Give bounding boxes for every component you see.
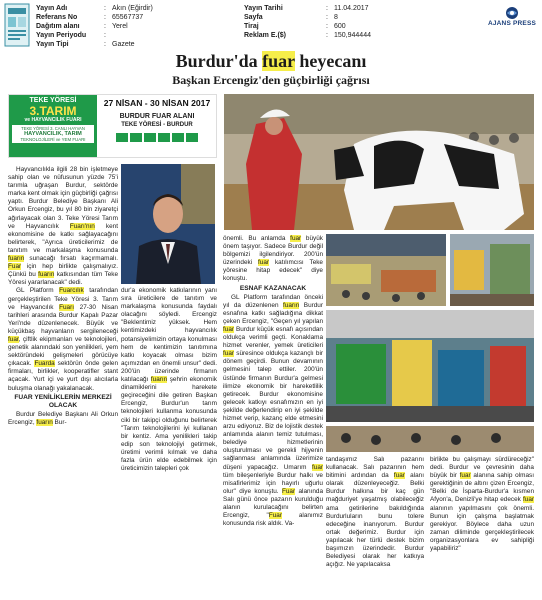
- headline-text-end: heyecanı: [294, 51, 367, 71]
- meta-value: Akın (Eğirdir): [112, 5, 153, 12]
- banner-title: TEKE YÖRESİ: [29, 97, 77, 104]
- meta-left: [36, 4, 153, 49]
- meta-row: Referans No : 65567737: [36, 14, 144, 21]
- meta-value: 8: [334, 14, 338, 21]
- keyword-highlight: fuarın: [38, 271, 55, 279]
- article-column-4: [326, 456, 424, 596]
- sheep-icon: [130, 133, 142, 142]
- keyword-highlight: fuar: [522, 496, 534, 504]
- banner-big: 3.TARIM: [29, 104, 77, 118]
- meta-value: 65567737: [112, 14, 144, 21]
- keyword-highlight: fuar: [393, 472, 405, 480]
- keyword-highlight: fuar: [311, 463, 323, 471]
- meta-key: Yayın Periyodu: [36, 32, 87, 39]
- meta-row: Reklam E.($) : 150,944444: [244, 32, 371, 39]
- meta-right: [244, 4, 371, 40]
- banner-sub: TEKNOLOJİLERİ ve YEM FUARI: [20, 137, 86, 142]
- fair-photo-visitors: [326, 426, 534, 452]
- banner-right-panel: [97, 95, 217, 157]
- meta-key: Sayfa: [244, 14, 263, 21]
- paragraph: GL Platform Fuarcılık tarafından gerçekleştirilen Teke Yöresi 3. Tarım ve Hayvancılık Fuarı 27-30 Nisan tarihleri arasında Burdur Kapalı Pazar Yeri'nde düzenlenecek. Büyük ve küçükbaş hayvanların sergileneceği fuar, çiftlik ekipmanları ve teknolojileri, genetik alanındaki son yenilikleri, yem sektöründeki gelişmeleri görücüye çıkacak. Fuarda sektörün önde gelen firmaları, birlikler, kooperatifler stant açacak. Yurt içi ve yurt dışı alıcılarla buluşma olanağı yakalanacak.: [8, 287, 118, 392]
- banner-sub: HAYVANCILIK, TARIM: [24, 131, 82, 137]
- paragraph: önemli. Bu anlamda fuar büyük önem taşıyor. Sadece Burdur değil bölgemizi ilgilendiriyor. 200'ün üzerindeki fuar katılımcısı Teke yöresine hitap edecek" diye konuştu.: [223, 235, 323, 283]
- meta-key: Yayın Tarihi: [244, 5, 283, 12]
- banner-dates: 27 NİSAN - 30 NİSAN 2017: [103, 98, 211, 108]
- paragraph: GL Platform tarafından önceki yıl da düzenlenen fuarın Burdur esnafına katkı sağladığına dikkat çeken Ercengiz, "Geçen yıl yapılan fuar Burdur küçük esnafı açısından oldukça verimli geçti. Konaklama hizmet verenler, yemek üreticileri fuar süresince oldukça kazançlı bir dönem geçirdi. Bunun devamının gelmesini talep ettiler. 200'ün üstünde firmanın Burdur'a gelmesi ilimize ekonomik bir hareketlilik getirecek. Burdur ekonomisine gelecek katkıyı esnafımızın en iyi şekilde değerlendirip en iyi şekilde hizmet verip, kazanç elde etmesini arzu ediyoruz. Biz de lojistik destek anlamında alanın temiz tutulması, belediye hizmetlerinin oluşturulması ve gerekli hijyenin sağlanması anlamında üzerimize düşeni yapacağız. Umarım fuar tüm bileşenleriyle Burdur halkı ve misafirlerimiz için hayırlı uğurlu olur" diye konuştu. Fuar alanında Salı günü önce pazarın kurulduğu alanın kurulacağını belirten Ercengiz, "Fuar alanımız konusunda risk aldık. Va-: [223, 293, 323, 528]
- article-column-1: [8, 166, 118, 596]
- keyword-highlight: Fuarcılık: [59, 287, 84, 295]
- paragraph: birlikte bu çalışmayı sürdüreceğiz" dedi. Burdur ve çevresinin daha büyük bir fuar alanına sahip olması gerektiğinin de altını çizen Ercengiz, "Belki de İsparta-Burdur'a kısmen Afyon'a, Denizli'ye hitap edecek fuar alanının yapılmasını çok önemli. Bunun için çalışma başlatmak gerekiyor. Böylece daha uzun zaman diliminde gerçekleştirilecek organizasyonlara ev sahipliği yapabiliriz": [430, 456, 534, 553]
- meta-value: 600: [334, 23, 346, 30]
- barn-icon: [186, 133, 198, 142]
- headline: [0, 50, 542, 72]
- meta-key: Yayın Tipi: [36, 41, 69, 48]
- banner-small: ve HAYVANCILIK FUARI: [24, 117, 82, 123]
- keyword-highlight: fuarın: [36, 418, 53, 426]
- keyword-highlight: Fuar: [281, 487, 296, 495]
- meta-row: Yayın Periyodu :: [36, 32, 106, 39]
- meta-value: Gazete: [112, 41, 135, 48]
- banner-left-panel: [9, 95, 97, 157]
- keyword-highlight: fuar: [223, 325, 235, 333]
- meta-value: 11.04.2017: [334, 5, 369, 12]
- keyword-highlight: fuarın: [150, 376, 168, 384]
- meta-value: 150,944444: [334, 32, 371, 39]
- article-column-2: [121, 287, 217, 597]
- globe-icon: [505, 6, 519, 20]
- meta-row: Yayın Tarihi : 11.04.2017: [244, 5, 369, 12]
- keyword-highlight: Fuarı: [59, 303, 74, 311]
- meta-key: Referans No: [36, 14, 78, 21]
- article-column-5: [430, 456, 534, 596]
- paragraph: tandaşımız Salı pazarını kullanacak. Salı pazarının hem bitimini ardından da fuar alanı olarak düzenleyeceğiz. Belki Burdur halkına bir kaç gün mağduriyet yaşatmış olabileceğiz ama getirilerine bakıldığında Burdurluların bunu tolere edeceğine inanıyorum. Burdur ortak değerimiz. Burdur için yapılacak her türlü destek bizim başımızın üzerindedir. Burdur Belediyesi olarak her katkıya açığız. Ne yapılacaksa: [326, 456, 424, 569]
- meta-key: Yayın Adı: [36, 5, 68, 12]
- fair-photo-cow: [224, 94, 534, 230]
- banner-venue-sub: TEKE YÖRESİ - BURDUR: [121, 122, 193, 128]
- fair-banner: [8, 94, 217, 158]
- meta-row: Sayfa : 8: [244, 14, 338, 21]
- meta-key: Dağıtım alanı: [36, 23, 80, 30]
- fair-photo-stands: [450, 234, 534, 306]
- meta-key: Tiraj: [244, 23, 259, 30]
- paragraph: dur'a ekonomik katkılarının yanı sıra üreticilere de tanıtım ve markalaşma konusunda faydalı olacağını söyledi. Ercengiz "Beklentimiz yüksek. Hem kentimizdeki hayvancılık potansiyelimizin ortaya konulması hem de kentimizin tanıtımına katkı koyacak olması bizim açımızdan en önemli unsur" dedi. 200'ün üzerinde firmanın katılacağı fuarın şehrin ekonomik dinamiklerini harekete geçireceğini dile getiren Başkan Ercengiz, Burdur'un tarım teknolojileri kullanma konusunda ciki bir takipçi olduğunu belirterek "Tarım teknolojilerini iyi kullanan bir kentiz. Ama yenilikleri takip edip son teknolojiyi getirmek, üretimi verimli kılmak ve daha fazla ürün elde edebilmek için üreticimizin talepleri çok: [121, 287, 217, 473]
- keyword-highlight: fuar: [223, 350, 235, 358]
- keyword-highlight: fuar: [290, 235, 302, 242]
- subheading: ESNAF KAZANACAK: [239, 284, 307, 292]
- keyword-highlight: Fuar: [8, 263, 22, 271]
- meta-row: Tiraj : 600: [244, 23, 346, 30]
- keyword-highlight: fuarın: [8, 255, 25, 263]
- wheat-icon: [172, 133, 184, 142]
- meta-key: Reklam E.($): [244, 32, 287, 39]
- cow-icon: [116, 133, 128, 142]
- meta-value: Yerel: [112, 23, 128, 30]
- keyword-highlight: Fuar: [268, 512, 282, 520]
- meta-row: Dağıtım alanı : Yerel: [36, 23, 128, 30]
- fair-photo-machinery: [326, 310, 534, 422]
- agency-name: AJANS PRESS: [487, 20, 537, 27]
- meta-row: Yayın Adı : Akın (Eğirdir): [36, 5, 153, 12]
- agency-logo: [486, 6, 538, 28]
- article-column-3: [223, 235, 323, 597]
- banner-venue: BURDUR FUAR ALANI: [119, 113, 195, 120]
- tractor-icon: [158, 133, 170, 142]
- goat-icon: [144, 133, 156, 142]
- headline-text: Burdur'da: [175, 51, 263, 71]
- paragraph: Burdur Belediye Başkanı Ali Orkun Ercengiz, fuarın Bur-: [8, 410, 118, 426]
- keyword-highlight: fuar: [258, 259, 270, 267]
- keyword-highlight: fuar: [459, 472, 471, 480]
- fair-photo-hall: [326, 234, 446, 306]
- keyword-highlight: fuar: [8, 335, 19, 343]
- keyword-highlight: Fuarı'nın: [69, 222, 95, 230]
- subheading: FUAR YENİLİKLERİN MERKEZİ OLACAK: [14, 393, 112, 409]
- subheadline: Başkan Ercengiz'den güçbirliği çağrısı: [172, 73, 370, 87]
- mayor-portrait: [121, 164, 215, 284]
- keyword-highlight: Fuarda: [34, 360, 55, 368]
- paragraph: Hayvancılıkla ilgili 28 bin işletmeye sahip olan ve nüfusunun yüzde 75'i tarımla uğraşan Burdur, sektörde marka kent olmak için güçbirliği çağrısı yaptı. Burdur Belediye Başkanı Ali Orkun Ercengiz, bu yıl 80 bin ziyaretçi ağırlayacak olan 3. Teke Yöresi Tarım ve Hayvancılık Fuarı'nın kent ekonomisine de katkı sağlayacağını belirterek, "Ayrıca üreticilerimiz de tanıtım ve markalaşma konusunda fuarın sunacağı fırsatı kaçırmamalı. Fuar için hep birlikte çalışmalıyız. Çünkü bu fuarın katkısından tüm Teke Yöresi yararlanacak" dedi.: [8, 166, 118, 287]
- banner-sub: TEKE YÖRESİ 3. CANLI HAYVAN: [21, 126, 85, 131]
- keyword-highlight: fuarın: [282, 301, 300, 309]
- headline-highlight: fuar: [262, 51, 295, 71]
- meta-row: Yayın Tipi : Gazete: [36, 41, 135, 48]
- logo: [4, 3, 30, 47]
